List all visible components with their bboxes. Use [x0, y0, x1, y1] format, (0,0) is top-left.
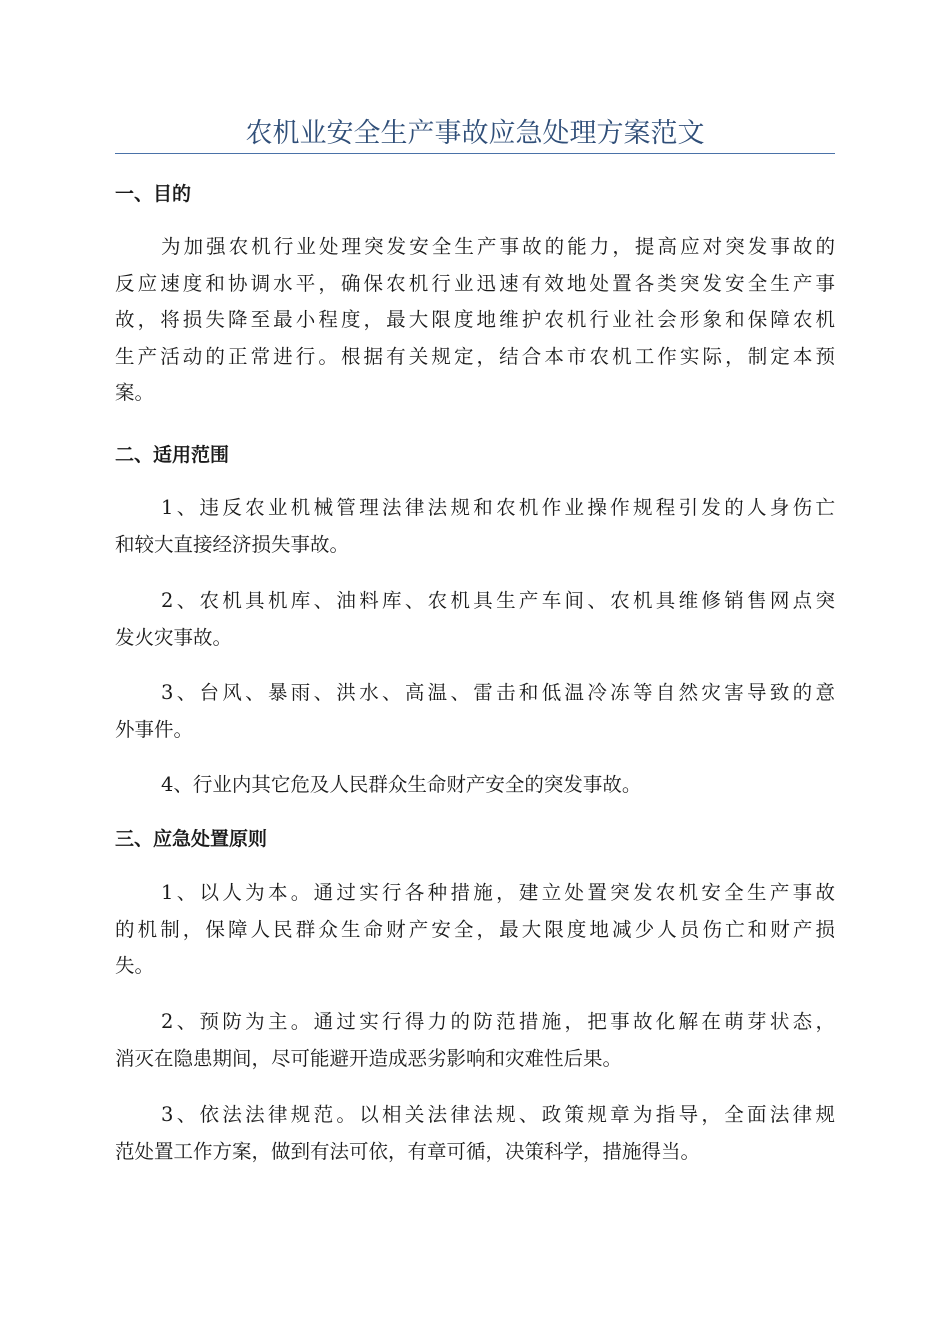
paragraph-line: 2、农机具机库、油料库、农机具生产车间、农机具维修销售网点突 [161, 589, 835, 612]
paragraph-line: 为加强农机行业处理突发安全生产事故的能力，提高应对突发事故的 [161, 235, 835, 258]
section-heading-scope: 二、适用范围 [115, 444, 230, 466]
paragraph [115, 1097, 835, 1170]
title-underline [115, 153, 835, 154]
paragraph-line: 生产活动的正常进行。根据有关规定，结合本市农机工作实际，制定本预 [115, 344, 835, 368]
section-heading-purpose: 一、目的 [115, 183, 192, 205]
paragraph-line: 4、行业内其它危及人民群众生命财产安全的突发事故。 [161, 773, 642, 796]
paragraph [115, 875, 835, 985]
paragraph-line: 发火灾事故。 [115, 625, 233, 649]
paragraph-line: 范处置工作方案，做到有法可依，有章可循，决策科学，措施得当。 [115, 1139, 701, 1163]
paragraph-line: 和较大直接经济损失事故。 [115, 532, 350, 556]
paragraph-line: 1、以人为本。通过实行各种措施，建立处置突发农机安全生产事故 [161, 881, 835, 904]
paragraph-line: 3、依法法律规范。以相关法律法规、政策规章为指导，全面法律规 [161, 1103, 835, 1126]
paragraph [115, 1004, 835, 1077]
paragraph-line: 的机制，保障人民群众生命财产安全，最大限度地减少人员伤亡和财产损 [115, 917, 835, 941]
document-title: 农机业安全生产事故应急处理方案范文 [245, 118, 705, 149]
paragraph-line: 2、预防为主。通过实行得力的防范措施，把事故化解在萌芽状态， [161, 1010, 835, 1033]
paragraph-line: 外事件。 [115, 717, 194, 741]
paragraph-line: 消灭在隐患期间，尽可能避开造成恶劣影响和灾难性后果。 [115, 1046, 623, 1070]
section-heading-principles: 三、应急处置原则 [115, 828, 268, 850]
paragraph-line: 1、违反农业机械管理法律法规和农机作业操作规程引发的人身伤亡 [161, 496, 835, 519]
paragraph [115, 229, 835, 412]
paragraph-line: 案。 [115, 381, 155, 404]
paragraph-line: 3、台风、暴雨、洪水、高温、雷击和低温冷冻等自然灾害导致的意 [161, 681, 835, 704]
paragraph-line: 反应速度和协调水平，确保农机行业迅速有效地处置各类突发安全生产事 [115, 271, 835, 295]
paragraph-line: 故，将损失降至最小程度，最大限度地维护农机行业社会形象和保障农机 [115, 308, 835, 331]
paragraph [115, 490, 835, 563]
paragraph-line: 失。 [115, 954, 155, 977]
paragraph [115, 767, 835, 804]
paragraph [115, 675, 835, 748]
paragraph [115, 583, 835, 656]
